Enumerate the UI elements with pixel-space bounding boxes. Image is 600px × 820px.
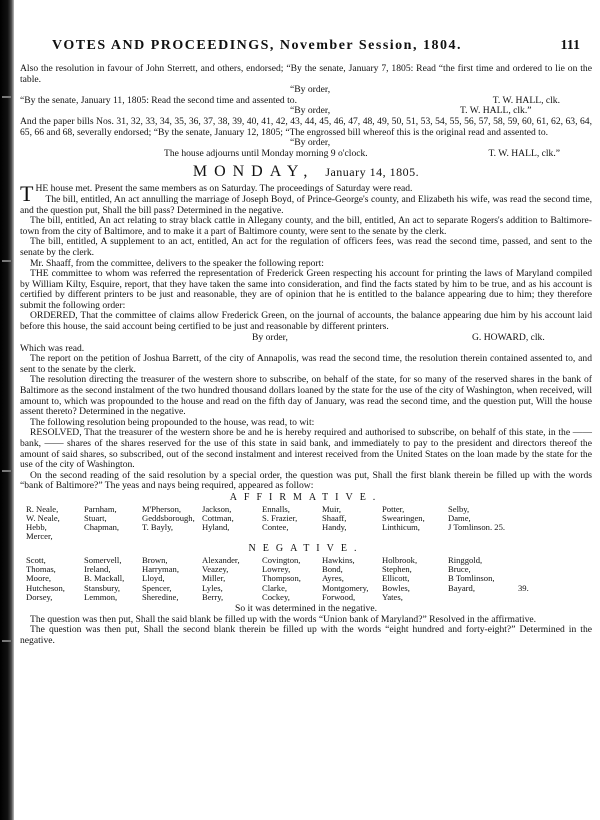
- member-name: Sheredine,: [142, 591, 179, 602]
- spine-mark: [2, 96, 11, 98]
- member-name: Ellicott,: [382, 573, 410, 584]
- name-column: [26, 556, 84, 602]
- member-name: Clarke,: [262, 582, 288, 593]
- adjourn-text: The house adjourns until Monday morning 9 o'clock.: [164, 147, 368, 159]
- member-name: Bowles,: [382, 582, 410, 593]
- negative-names: [26, 556, 592, 602]
- member-name: Stansbury,: [84, 582, 120, 593]
- member-name: Spencer,: [142, 582, 172, 593]
- book-spine-shadow: [0, 0, 14, 820]
- name-column: [142, 556, 202, 602]
- name-column: [202, 505, 262, 542]
- member-name: Bayard,: [448, 582, 475, 593]
- spine-mark: [2, 470, 11, 472]
- clerk-signature: T. W. HALL, clk.”: [460, 105, 532, 117]
- member-name: W. Neale,: [26, 512, 60, 523]
- day-heading: [20, 163, 592, 181]
- member-name: Muir,: [322, 503, 341, 514]
- paragraph: The bill, entitled, A supplement to an act, entitled, An act for the regulation of officers fees, was read the second time, passed, and sent to the senate by the clerk.: [20, 236, 592, 258]
- name-column: [322, 556, 382, 602]
- member-name: Forwood,: [322, 591, 356, 602]
- member-name: Lowrey,: [262, 564, 291, 575]
- member-name: Dorsey,: [26, 591, 53, 602]
- name-column: [202, 556, 262, 602]
- member-name: Geddsborough,: [142, 512, 195, 523]
- paragraph: So it was determined in the negative.: [234, 602, 377, 614]
- member-name: Thomas,: [26, 564, 56, 575]
- clerk-signature: T. W. HALL, clk.: [492, 94, 560, 106]
- member-name: Potter,: [382, 503, 405, 514]
- signoff-2: [20, 106, 592, 117]
- name-column: [84, 505, 142, 542]
- order-paragraph: ORDERED, That the committee of claims allow Frederick Green, on the journal of accounts, the balance appearing due him by his account laid before this house, the said account being certified to be just and reasonable by different printers.: [20, 310, 592, 333]
- member-name: Moore,: [26, 573, 52, 584]
- member-name: T. Bayly,: [142, 521, 174, 532]
- opening-line-3: And the paper bills Nos. 31, 32, 33, 34, 35, 36, 37, 38, 39, 40, 41, 42, 43, 44, 45, 46, 47, 48, 49, 50, 51, 53, 54, 55, 56, 57, 58, 59, 60, 61, 62, 63, 64, 65, 66 and 68, severally endorsed; “By the senate, January 12, 1805; “The engrossed bill whereof this is the original read and assented to.: [20, 115, 592, 138]
- resolution-paragraph: RESOLVED, That the treasurer of the western shore be and he is hereby required and authorised to subscribe, on behalf of this state, in the —— bank, —— shares of the shares reserved for the use of this state in said bank, and immediately to pay to the president and directors thereof the amount of said shares, so subscribed, out of the second instalment and interest received from the United States on the loan made by the state for the use of the city of Washington.: [20, 427, 592, 471]
- report-paragraph: THE committee to whom was referred the representation of Frederick Green respecting his account for printing the laws of Maryland compiled by William Kilty, Esquire, report, that they have taken the same into consideration, and find the facts stated by him to be true, and as his account is certified by different printers to be just and reasonable, they are of opinion that he is entitled to the balance appearing due to him; they therefore submit the following order:: [20, 268, 592, 311]
- member-name: Miller,: [202, 573, 226, 584]
- signoff-1: [20, 85, 592, 96]
- opening-line-1: Also the resolution in favour of John Sterrett, and others, endorsed; “By the senate, January 7, 1805: Read “the first time and ordered to lie on the table.: [20, 63, 592, 85]
- name-column: [142, 505, 202, 542]
- drop-cap: T: [20, 181, 34, 207]
- member-name: Berry,: [202, 591, 224, 602]
- page-title: VOTES AND PROCEEDINGS, November Session, 1804.: [52, 38, 462, 53]
- member-name: S. Frazier,: [262, 512, 298, 523]
- member-name: [518, 556, 582, 565]
- clerk-signature: G. HOWARD, clk.: [472, 331, 545, 343]
- member-name: Somervell,: [84, 554, 122, 565]
- member-name: Linthicum,: [382, 521, 420, 532]
- name-column: [518, 556, 582, 602]
- adjourn-line: [20, 149, 592, 160]
- member-name: Chapman,: [84, 521, 120, 532]
- member-name: J Tomlinson. 25.: [448, 521, 506, 532]
- member-name: Selby,: [448, 503, 470, 514]
- member-name: Thompson,: [262, 573, 301, 584]
- running-head: [52, 38, 580, 54]
- signoff-3: [20, 138, 592, 149]
- member-name: Hyland,: [202, 521, 230, 532]
- member-name: Veazey,: [202, 564, 229, 575]
- spine-mark: [2, 640, 11, 642]
- member-name: Lyles,: [202, 582, 223, 593]
- page-body: [20, 64, 592, 646]
- paragraph: Mr. Shaaff, from the committee, delivers to the speaker the following report:: [30, 257, 324, 269]
- by-order: “By order,: [290, 84, 331, 96]
- member-name: Hutcheson,: [26, 582, 65, 593]
- member-name: Alexander,: [202, 554, 240, 565]
- member-name: Mercer,: [26, 531, 53, 542]
- member-name: Cockey,: [262, 591, 290, 602]
- name-column: [382, 556, 448, 602]
- affirmative-names: [26, 505, 592, 542]
- member-name: Hebb,: [26, 521, 47, 532]
- member-name: Jackson,: [202, 503, 232, 514]
- member-name: Ayres,: [322, 573, 344, 584]
- member-name: Harryman,: [142, 564, 179, 575]
- member-name: Swearingen,: [382, 512, 425, 523]
- signoff-howard: [20, 333, 592, 344]
- paragraph: The resolution directing the treasurer of the western shore to subscribe, on behalf of the state, for so many of the reserved shares in the bank of Baltimore as the second instalment of the two hundred thousand dollars loaned by the state for the use of the city of Washington, when received, will amount to, which was propounded to the house and read on the fifth day of January, was read the second time, and the question put, Will the house assent thereto? Determined in the negative.: [20, 374, 592, 418]
- opening-line-2-text: “By the senate, January 11, 1805: Read the second time and assented to.: [20, 94, 297, 106]
- day-name: MONDAY,: [192, 163, 315, 181]
- member-name: Bond,: [322, 564, 343, 575]
- member-name: Ringgold,: [448, 554, 483, 565]
- name-column: [448, 505, 518, 542]
- paragraph: The following resolution being propounded to the house, was read, to wit:: [30, 416, 315, 428]
- name-column: [26, 505, 84, 542]
- name-column: [84, 556, 142, 602]
- by-order: “By order,: [290, 105, 331, 117]
- member-name: Lloyd,: [142, 573, 165, 584]
- affirmative-heading: AFFIRMATIVE.: [229, 491, 383, 503]
- paragraph: Which was read.: [20, 342, 85, 354]
- by-order: “By order,: [290, 137, 331, 149]
- member-name: Dame,: [448, 512, 471, 523]
- member-name: Stephen,: [382, 564, 412, 575]
- paragraph: The question was then put, Shall the second blank therein be filled up with the words “eight hundred and forty-eight?” Determined in the negative.: [20, 624, 592, 646]
- day-date: January 14, 1805.: [325, 165, 420, 180]
- name-column: [322, 505, 382, 542]
- member-name: Covington,: [262, 554, 301, 565]
- name-column: [448, 556, 518, 602]
- member-name: Parnham,: [84, 503, 117, 514]
- member-name: Bruce,: [448, 564, 471, 575]
- spine-mark: [2, 260, 11, 262]
- member-name: Cottman,: [202, 512, 234, 523]
- page-number: 111: [560, 38, 580, 53]
- member-name: Yates,: [382, 591, 403, 602]
- name-column: [262, 556, 322, 602]
- paragraph: The bill, entitled, An act annulling the marriage of Joseph Boyd, of Prince-George's county, and Elizabeth his wife, was read the second time, and the question put, Shall the bill pass? Determined in the negative.: [20, 193, 592, 216]
- member-name: Scott,: [26, 554, 46, 565]
- member-name: Shaaff,: [322, 512, 347, 523]
- member-name: Holbrook,: [382, 554, 418, 565]
- paragraph: The question was then put, Shall the said blank be filled up with the words “Union bank of Maryland?” Resolved in the affirmative.: [30, 613, 537, 625]
- paragraph: The report on the petition of Joshua Barrett, of the city of Annapolis, was read the second time, the resolution therein contained assented to, and sent to the senate by the clerk.: [20, 353, 592, 375]
- paragraph: The bill, entitled, An act relating to stray black cattle in Allegany county, and the bill, entitled, An act to separate Rogers's addition to Baltimore-town from the city of Baltimore, and to make it a part of Baltimore county, were sent to the senate by the clerk.: [20, 215, 592, 237]
- member-name: Contee,: [262, 521, 289, 532]
- clerk-signature: T. W. HALL, clk.”: [488, 147, 560, 159]
- member-name: Ennalls,: [262, 503, 290, 514]
- member-name: Lemmon,: [84, 591, 118, 602]
- member-name: B. Mackall,: [84, 573, 125, 584]
- paragraph-text: HE house met. Present the same members as on Saturday. The proceedings of Saturday were read.: [35, 183, 413, 195]
- member-name: R. Neale,: [26, 503, 59, 514]
- paragraph: On the second reading of the said resolution by a special order, the question was put, Shall the first blank therein be filled up with the words “bank of Baltimore?” The yeas and nays being required, appeared as follow:: [20, 469, 592, 492]
- member-name: Ireland,: [84, 564, 111, 575]
- member-name: 39.: [518, 582, 529, 593]
- member-name: Hawkins,: [322, 554, 355, 565]
- name-column: [262, 505, 322, 542]
- member-name: Handy,: [322, 521, 347, 532]
- member-name: Brown,: [142, 554, 168, 565]
- member-name: Stuart,: [84, 512, 107, 523]
- member-name: Montgomery,: [322, 582, 369, 593]
- name-column: [382, 505, 448, 542]
- member-name: B Tomlinson,: [448, 573, 495, 584]
- member-name: [518, 565, 582, 574]
- by-order: By order,: [252, 331, 288, 343]
- negative-heading: NEGATIVE.: [248, 543, 364, 555]
- member-name: M'Pherson,: [142, 503, 182, 514]
